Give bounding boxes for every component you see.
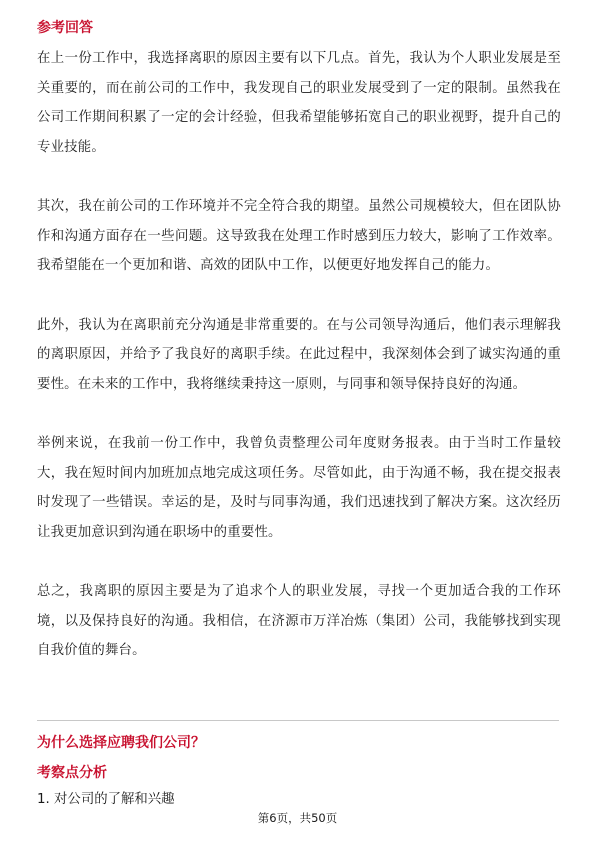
paragraph-gap bbox=[37, 547, 561, 577]
answer-paragraph-1: 在上一份工作中，我选择离职的原因主要有以下几点。首先，我认为个人职业发展是至关重要的，而在前公司的工作中，我发现自己的职业发展受到了一定的限制。虽然我在公司工作期间积累了一定的会计经验，但我希望能够拓宽自己的职业视野，提升自己的专业技能。 bbox=[37, 51, 561, 155]
paragraph-gap bbox=[37, 162, 561, 192]
section-divider bbox=[37, 720, 559, 721]
analysis-heading: 考察点分析 bbox=[37, 765, 107, 781]
paragraph-gap bbox=[37, 281, 561, 311]
answer-paragraph-5: 总之，我离职的原因主要是为了追求个人的职业发展，寻找一个更加适合我的工作环境，以及保持良好的沟通。我相信，在济源市万洋冶炼（集团）公司，我能够找到实现自我价值的舞台。 bbox=[37, 584, 561, 658]
answer-paragraph-2: 其次，我在前公司的工作环境并不完全符合我的期望。虽然公司规模较大，但在团队协作和沟通方面存在一些问题。这导致我在处理工作时感到压力较大，影响了工作效率。我希望能在一个更加和谐、高效的团队中工作，以便更好地发挥自己的能力。 bbox=[37, 199, 561, 273]
paragraph-gap bbox=[37, 399, 561, 429]
analysis-item-1: 1. 对公司的了解和兴趣 bbox=[37, 792, 175, 807]
page-number: 第6页，共50页 bbox=[257, 811, 338, 825]
next-question-section bbox=[37, 733, 561, 810]
answer-section bbox=[37, 18, 561, 666]
answer-paragraph-4: 举例来说，在我前一份工作中，我曾负责整理公司年度财务报表。由于当时工作量较大，我在短时间内加班加点地完成这项任务。尽管如此，由于沟通不畅，我在提交报表时发现了一些错误。幸运的是，及时与同事沟通，我们迅速找到了解决方案。这次经历让我更加意识到沟通在职场中的重要性。 bbox=[37, 436, 561, 540]
answer-heading: 参考回答 bbox=[37, 20, 93, 36]
question-title: 为什么选择应聘我们公司？ bbox=[37, 735, 205, 751]
answer-paragraph-3: 此外，我认为在离职前充分沟通是非常重要的。在与公司领导沟通后，他们表示理解我的离职原因，并给予了我良好的离职手续。在此过程中，我深刻体会到了诚实沟通的重要性。在未来的工作中，我将继续秉持这一原则，与同事和领导保持良好的沟通。 bbox=[37, 317, 561, 392]
